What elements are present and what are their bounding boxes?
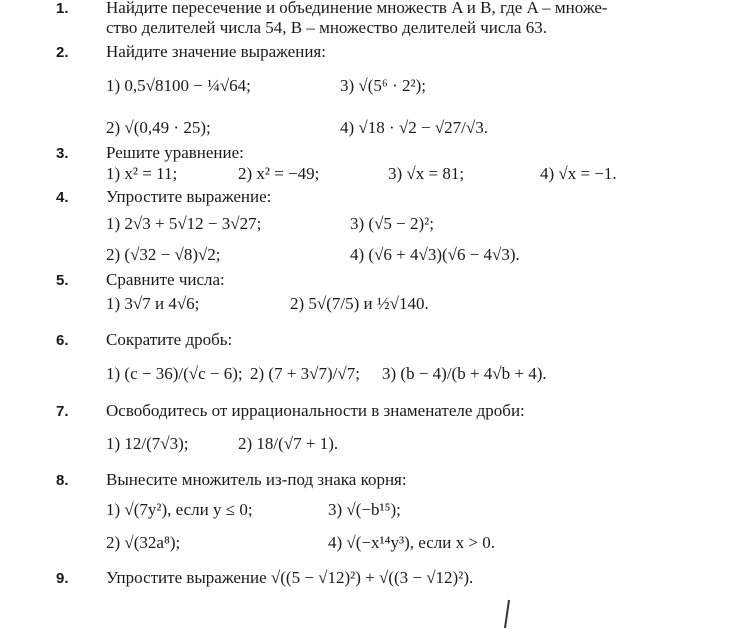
problem-title: Упростите выражение: [106, 187, 272, 206]
problem-number: 4. [56, 189, 69, 206]
expression: 3) √(5⁶ · 2²); [340, 76, 426, 95]
problem-text: Упростите выражение √((5 − √12)²) + √((3 − √12)²). [106, 568, 474, 587]
problem-number: 7. [56, 403, 69, 420]
problem-title: Освободитесь от иррациональности в знаменателе дроби: [106, 401, 525, 420]
problem-title: Найдите значение выражения: [106, 42, 326, 61]
problem-title: Сравните числа: [106, 270, 225, 289]
expression: 1) √(7y²), если y ≤ 0; [106, 500, 253, 519]
expression: 2) 5√(7/5) и ½√140. [290, 294, 429, 313]
problem-title: Решите уравнение: [106, 143, 244, 162]
problem-number: 2. [56, 44, 69, 61]
expression: 2) 18/(√7 + 1). [238, 434, 339, 453]
problem-title: Вынесите множитель из-под знака корня: [106, 470, 407, 489]
expression: 2) √(32a⁸); [106, 533, 181, 552]
problem-number: 5. [56, 272, 69, 289]
expression: 3) (b − 4)/(b + 4√b + 4). [382, 364, 547, 383]
expression: 3) (√5 − 2)²; [350, 214, 434, 233]
expression: 4) √(−x¹⁴y³), если x > 0. [328, 533, 495, 552]
expression: 1) 3√7 и 4√6; [106, 294, 200, 313]
expression: 1) x² = 11; [106, 164, 178, 183]
expression: 1) 2√3 + 5√12 − 3√27; [106, 214, 262, 233]
expression: 2) √(0,49 · 25); [106, 118, 211, 137]
expression: 4) √x = −1. [540, 164, 617, 183]
problem-number: 9. [56, 570, 69, 587]
expression: 2) (√32 − √8)√2; [106, 245, 221, 264]
problem-text: ство делителей числа 54, B – множество делителей числа 63. [106, 18, 547, 37]
expression: 3) √x = 81; [388, 164, 465, 183]
problem-number: 6. [56, 332, 69, 349]
expression: 4) (√6 + 4√3)(√6 − 4√3). [350, 245, 520, 264]
problem-number: 8. [56, 472, 69, 489]
problem-title: Сократите дробь: [106, 330, 233, 349]
expression: 4) √18 · √2 − √27/√3. [340, 118, 488, 137]
problem-text: Найдите пересечение и объединение множеств A и B, где A – множе- [106, 0, 608, 17]
expression: 2) (7 + 3√7)/√7; [250, 364, 360, 383]
expression: 3) √(−b¹⁵); [328, 500, 401, 519]
expression: 1) (c − 36)/(√c − 6); [106, 364, 243, 383]
problem-number: 1. [56, 0, 69, 17]
expression: 2) x² = −49; [238, 164, 320, 183]
problem-number: 3. [56, 145, 69, 162]
expression: 1) 0,5√8100 − ¼√64; [106, 76, 251, 95]
pencil-mark [503, 599, 511, 629]
expression: 1) 12/(7√3); [106, 434, 189, 453]
